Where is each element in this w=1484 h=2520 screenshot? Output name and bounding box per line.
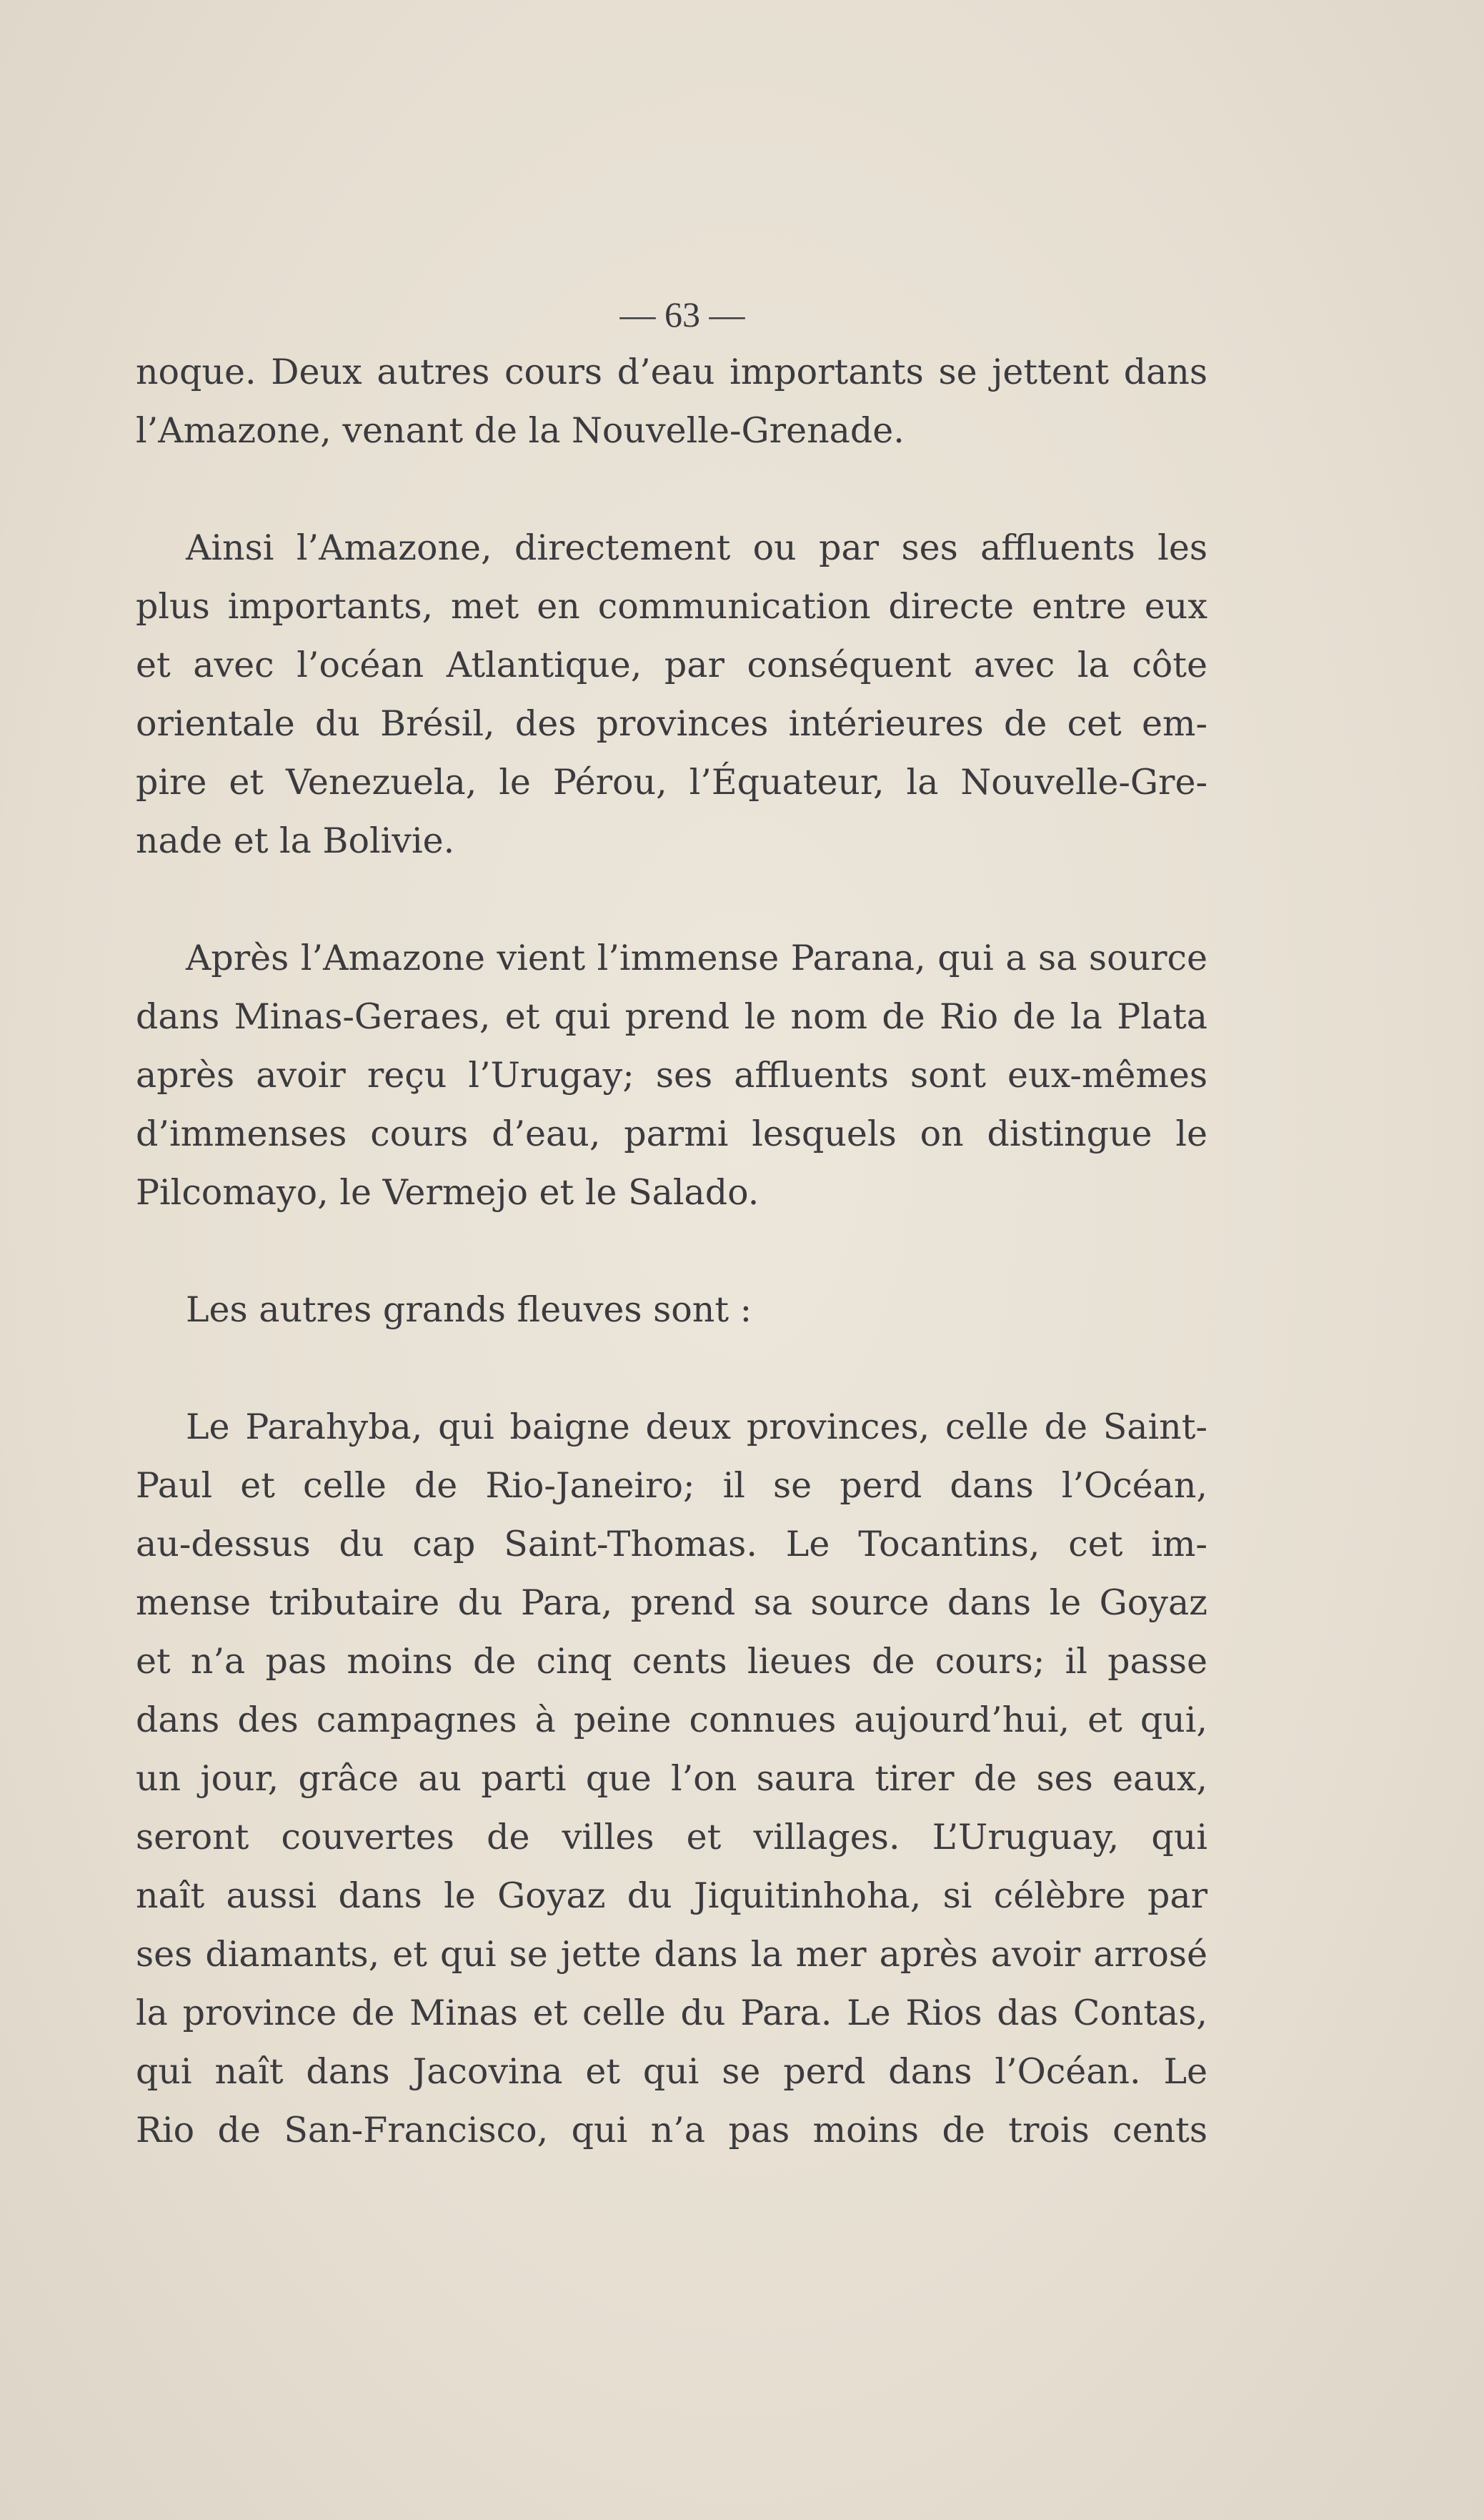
text-block [136,286,1207,2160]
paragraph-gap [136,1339,1207,1398]
text-line: et avec l’océan Atlantique, par conséquent avec la côte [136,645,1207,685]
paragraph-5 [136,1398,1207,2160]
text-line: l’Amazone, venant de la Nouvelle-Grenade. [136,410,905,451]
paragraph-gap [136,460,1207,519]
paragraph-4 [136,1281,1207,1339]
paragraph-gap [136,870,1207,929]
text-line: plus importants, met en communication directe entre eux [136,586,1207,627]
text-line: d’immenses cours d’eau, parmi lesquels on distingue le [136,1113,1207,1154]
text-line: Le Parahyba, qui baigne deux provinces, celle de Saint- [186,1407,1207,1447]
page-number: — 63 — [619,294,745,334]
paragraph-3 [136,929,1207,1222]
text-line: Après l’Amazone vient l’immense Parana, qui a sa source [186,938,1207,978]
text-line: dans des campagnes à peine connues aujourd’hui, et qui, [136,1700,1207,1740]
text-line: dans Minas-Geraes, et qui prend le nom de Rio de la Plata [136,996,1207,1037]
text-line: orientale du Brésil, des provinces intérieures de cet em- [136,703,1207,744]
text-line: Les autres grands fleuves sont : [186,1289,752,1330]
text-line: Pilcomayo, le Vermejo et le Salado. [136,1172,760,1213]
text-line: naît aussi dans le Goyaz du Jiquitinhoha, si célèbre par [136,1875,1207,1916]
paragraph-gap [136,1222,1207,1281]
text-line: pire et Venezuela, le Pérou, l’Équateur, la Nouvelle-Gre- [136,762,1207,803]
text-line: noque. Deux autres cours d’eau importants se jettent dans [136,352,1207,392]
text-line: après avoir reçu l’Urugay; ses affluents sont eux-mêmes [136,1055,1207,1096]
text-line: Ainsi l’Amazone, directement ou par ses affluents les [186,527,1207,568]
text-line: Paul et celle de Rio-Janeiro; il se perd dans l’Océan, [136,1465,1207,1506]
text-line: ses diamants, et qui se jette dans la mer après avoir arrosé [136,1934,1207,1975]
text-line: seront couvertes de villes et villages. L’Uruguay, qui [136,1817,1207,1857]
paragraph-2 [136,519,1207,870]
text-line: au-dessus du cap Saint-Thomas. Le Tocantins, cet im- [136,1524,1207,1564]
text-line: qui naît dans Jacovina et qui se perd dans l’Océan. Le [136,2051,1207,2092]
text-line: mense tributaire du Para, prend sa source dans le Goyaz [136,1582,1207,1623]
text-line: et n’a pas moins de cinq cents lieues de cours; il passe [136,1641,1207,1682]
text-line: Rio de San-Francisco, qui n’a pas moins de trois cents [136,2110,1207,2151]
paragraph-1 [136,343,1207,460]
text-line: la province de Minas et celle du Para. Le Rios das Contas, [136,1993,1207,2033]
text-line: un jour, grâce au parti que l’on saura tirer de ses eaux, [136,1758,1207,1799]
text-line: nade et la Bolivie. [136,820,455,861]
